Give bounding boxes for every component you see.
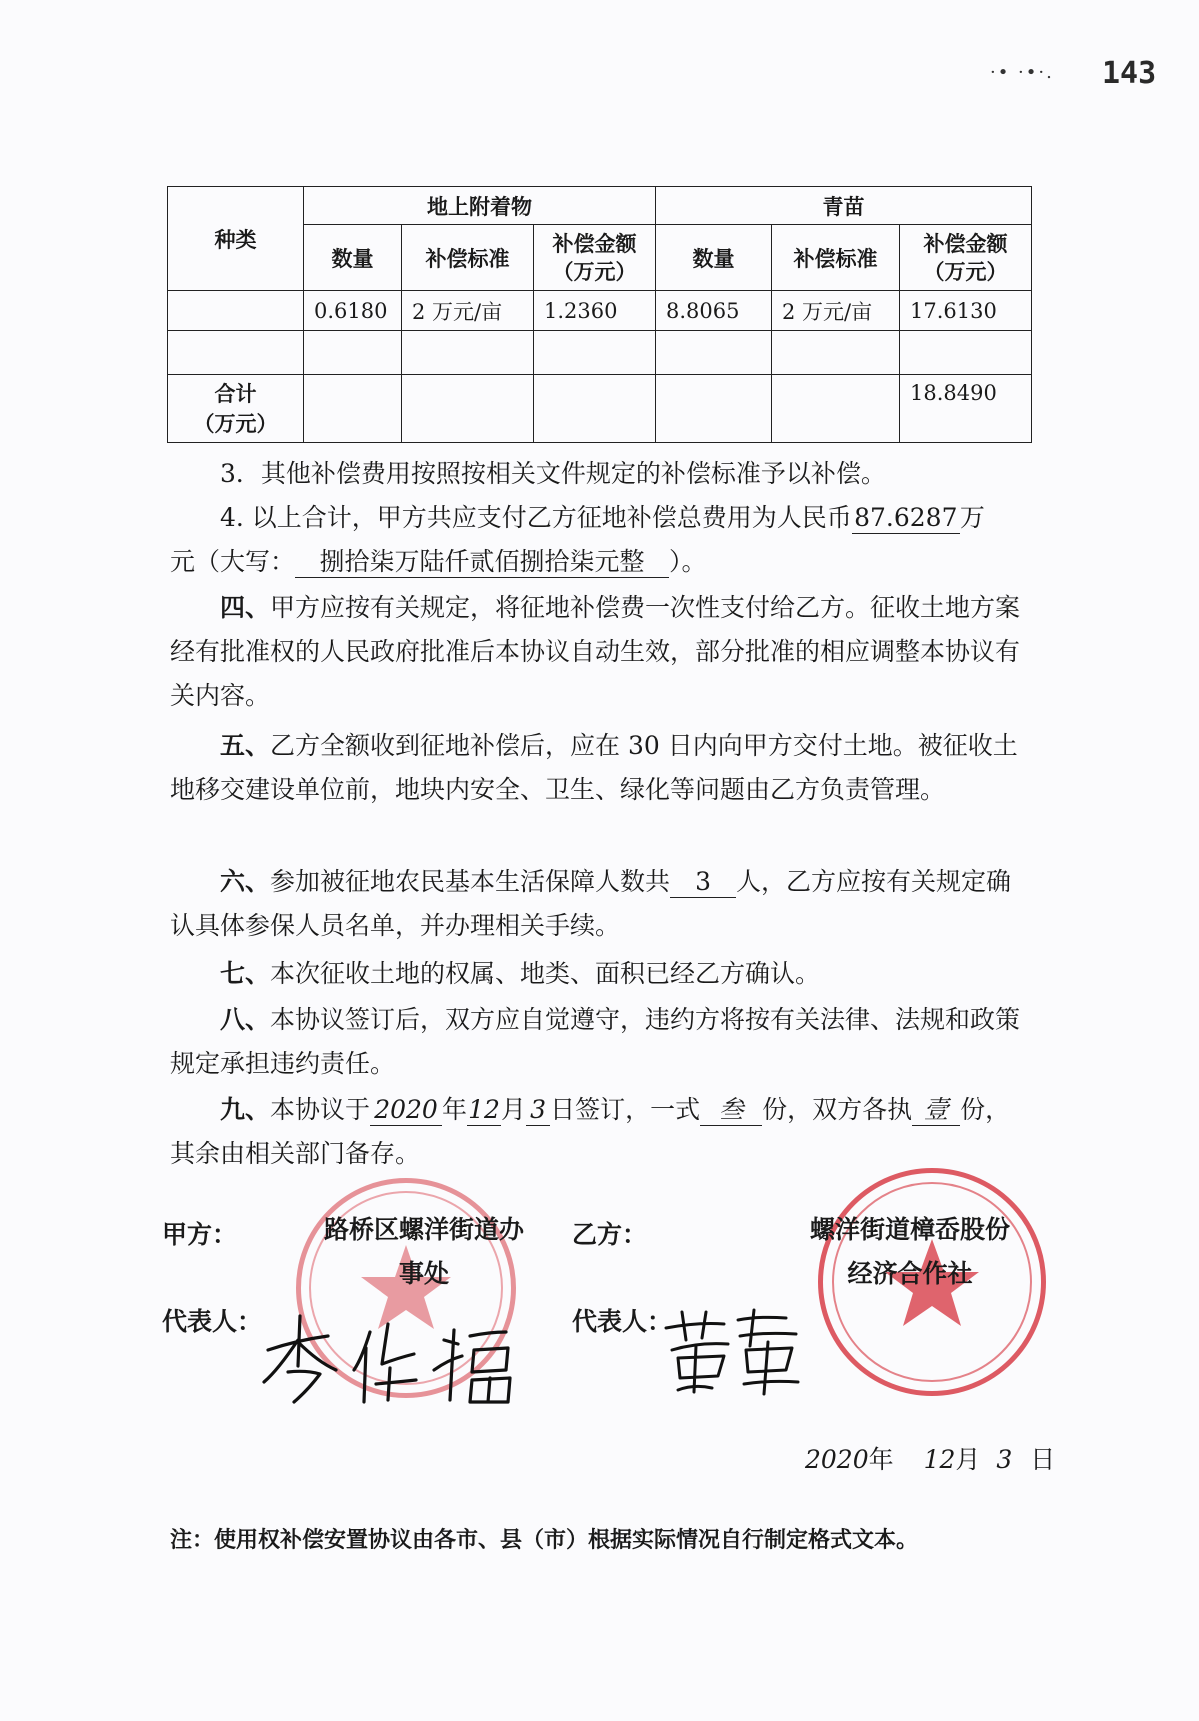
clause-9-post: 份，其余由相关部门备存。 — [170, 1095, 1011, 1168]
party-a-signature — [258, 1310, 528, 1410]
clause-9-copies: 叁 — [700, 1095, 762, 1126]
cell-empty — [656, 375, 772, 443]
clause-9-t-copies: 份，双方各执 — [762, 1095, 913, 1124]
clause-9-num: 九、 — [220, 1095, 271, 1124]
cell-type — [168, 291, 304, 331]
cell-attach-amt — [534, 331, 656, 375]
item-4-line2-pre: 元（大写： — [170, 547, 296, 576]
party-b-signature — [658, 1306, 808, 1396]
party-b-name — [790, 1208, 1030, 1296]
party-a-name — [304, 1208, 544, 1296]
cell-seed-amt: 17.6130 — [900, 291, 1032, 331]
clause-8 — [170, 998, 1030, 1086]
clause-5-text: 乙方全额收到征地补偿后，应在 30 日内向甲方交付土地。被征收土地移交建设单位前，地块内安全、卫生、绿化等问题由乙方负责管理。 — [170, 731, 1018, 804]
item-4-amount: 87.6287 — [852, 503, 960, 534]
party-b-name-line2: 经济合作社 — [847, 1259, 973, 1288]
item-4-pre: 4. 以上合计，甲方共应支付乙方征地补偿总费用为人民币 — [220, 503, 852, 532]
table-row — [168, 291, 1032, 331]
clause-6-post: 人，乙方应按有关规定确认具体参保人员名单，并办理相关手续。 — [170, 867, 1012, 940]
subheader-amount-line2: （万元） — [552, 258, 637, 284]
clause-5 — [170, 724, 1030, 812]
total-label — [168, 375, 304, 443]
table-total-row — [168, 375, 1032, 443]
party-a-name-line1: 路桥区螺洋街道办 — [323, 1215, 524, 1244]
clause-6-pre: 参加被征地农民基本生活保障人数共 — [270, 867, 671, 896]
scan-marks: ·• ·•·. — [990, 62, 1054, 83]
clause-9-year: 2020 — [370, 1095, 442, 1126]
cell-attach-std: 2 万元/亩 — [402, 291, 534, 331]
subheader-standard: 补偿标准 — [772, 225, 900, 291]
sign-date — [805, 1440, 1055, 1476]
party-a-name-line2: 事处 — [398, 1259, 449, 1288]
clause-5-num: 五、 — [220, 731, 271, 760]
compensation-table — [167, 186, 1032, 443]
party-a-label: 甲方： — [162, 1220, 238, 1249]
cell-empty — [772, 375, 900, 443]
clause-8-text: 本协议签订后，双方应自觉遵守，违约方将按有关法律、法规和政策规定承担违约责任。 — [170, 1005, 1021, 1078]
sign-date-day: 3 — [996, 1445, 1013, 1474]
clause-8-num: 八、 — [220, 1005, 271, 1034]
sign-date-t-month: 月 — [955, 1445, 981, 1474]
party-b-rep-label: 代表人： — [572, 1307, 673, 1336]
footnote: 注：使用权补偿安置协议由各市、县（市）根据实际情况自行制定格式文本。 — [170, 1527, 919, 1553]
item-3: 3．其他补偿费用按照按相关文件规定的补偿标准予以补偿。 — [220, 459, 886, 488]
cell-seed-qty — [656, 331, 772, 375]
item-4-line2-post: ）。 — [669, 547, 707, 576]
item-4-unit: 万 — [959, 503, 985, 532]
party-b-name-line1: 螺洋街道樟岙股份 — [809, 1215, 1010, 1244]
clause-7-text: 本次征收土地的权属、地类、面积已经乙方确认。 — [270, 959, 821, 988]
clause-9-t-month: 月 — [501, 1095, 527, 1124]
clause-4-num: 四、 — [220, 593, 271, 622]
party-a-rep-label: 代表人： — [162, 1307, 263, 1336]
cell-seed-std: 2 万元/亩 — [772, 291, 900, 331]
party-b-label: 乙方： — [572, 1220, 648, 1249]
sign-date-month: 12 — [923, 1445, 956, 1474]
subheader-standard: 补偿标准 — [402, 225, 534, 291]
total-label-line2: （万元） — [193, 410, 278, 436]
item-4-amount-words: 捌拾柒万陆仟贰佰捌拾柒元整 — [295, 547, 669, 578]
clause-6-count: 3 — [670, 867, 736, 898]
cell-seed-amt — [900, 331, 1032, 375]
cell-seed-std — [772, 331, 900, 375]
cell-empty — [402, 375, 534, 443]
clause-6-num: 六、 — [220, 867, 271, 896]
item-4 — [170, 496, 1030, 584]
subheader-quantity: 数量 — [304, 225, 402, 291]
cell-seed-qty: 8.8065 — [656, 291, 772, 331]
table-row — [168, 331, 1032, 375]
cell-attach-amt: 1.2360 — [534, 291, 656, 331]
clause-9-each: 壹 — [912, 1095, 960, 1126]
header-attachments: 地上附着物 — [304, 187, 656, 225]
subheader-amount-line1: 补偿金额 — [552, 230, 637, 256]
cell-empty — [534, 375, 656, 443]
clause-4 — [170, 586, 1030, 718]
total-label-line1: 合计 — [214, 380, 257, 406]
clause-6 — [170, 860, 1030, 948]
subheader-amount — [900, 225, 1032, 291]
cell-attach-std — [402, 331, 534, 375]
cell-type — [168, 331, 304, 375]
clause-9-month: 12 — [468, 1095, 500, 1124]
cell-empty — [304, 375, 402, 443]
clause-9-t-day: 日签订，一式 — [550, 1095, 701, 1124]
cell-attach-qty — [304, 331, 402, 375]
clause-4-text: 甲方应按有关规定，将征地补偿费一次性支付给乙方。征收土地方案经有批准权的人民政府批准后本协议自动生效，部分批准的相应调整本协议有关内容。 — [170, 593, 1021, 710]
page-number: 143 — [1102, 56, 1157, 91]
clause-9-day: 3 — [526, 1095, 550, 1126]
cell-attach-qty: 0.6180 — [304, 291, 402, 331]
clause-9-pre: 本协议于 — [270, 1095, 371, 1124]
subheader-amount — [534, 225, 656, 291]
clause-7-num: 七、 — [220, 959, 271, 988]
header-seedlings: 青苗 — [656, 187, 1032, 225]
clause-7 — [170, 952, 1030, 996]
clause-9-t-year: 年 — [442, 1095, 468, 1124]
sign-date-year: 2020 — [805, 1445, 869, 1474]
header-type: 种类 — [168, 187, 304, 291]
subheader-amount-line1: 补偿金额 — [923, 230, 1008, 256]
subheader-quantity: 数量 — [656, 225, 772, 291]
subheader-amount-line2: （万元） — [923, 258, 1008, 284]
sign-date-t-day: 日 — [1030, 1445, 1056, 1474]
clause-9 — [170, 1088, 1030, 1176]
total-value: 18.8490 — [900, 375, 1032, 443]
sign-date-t-year: 年 — [868, 1445, 894, 1474]
